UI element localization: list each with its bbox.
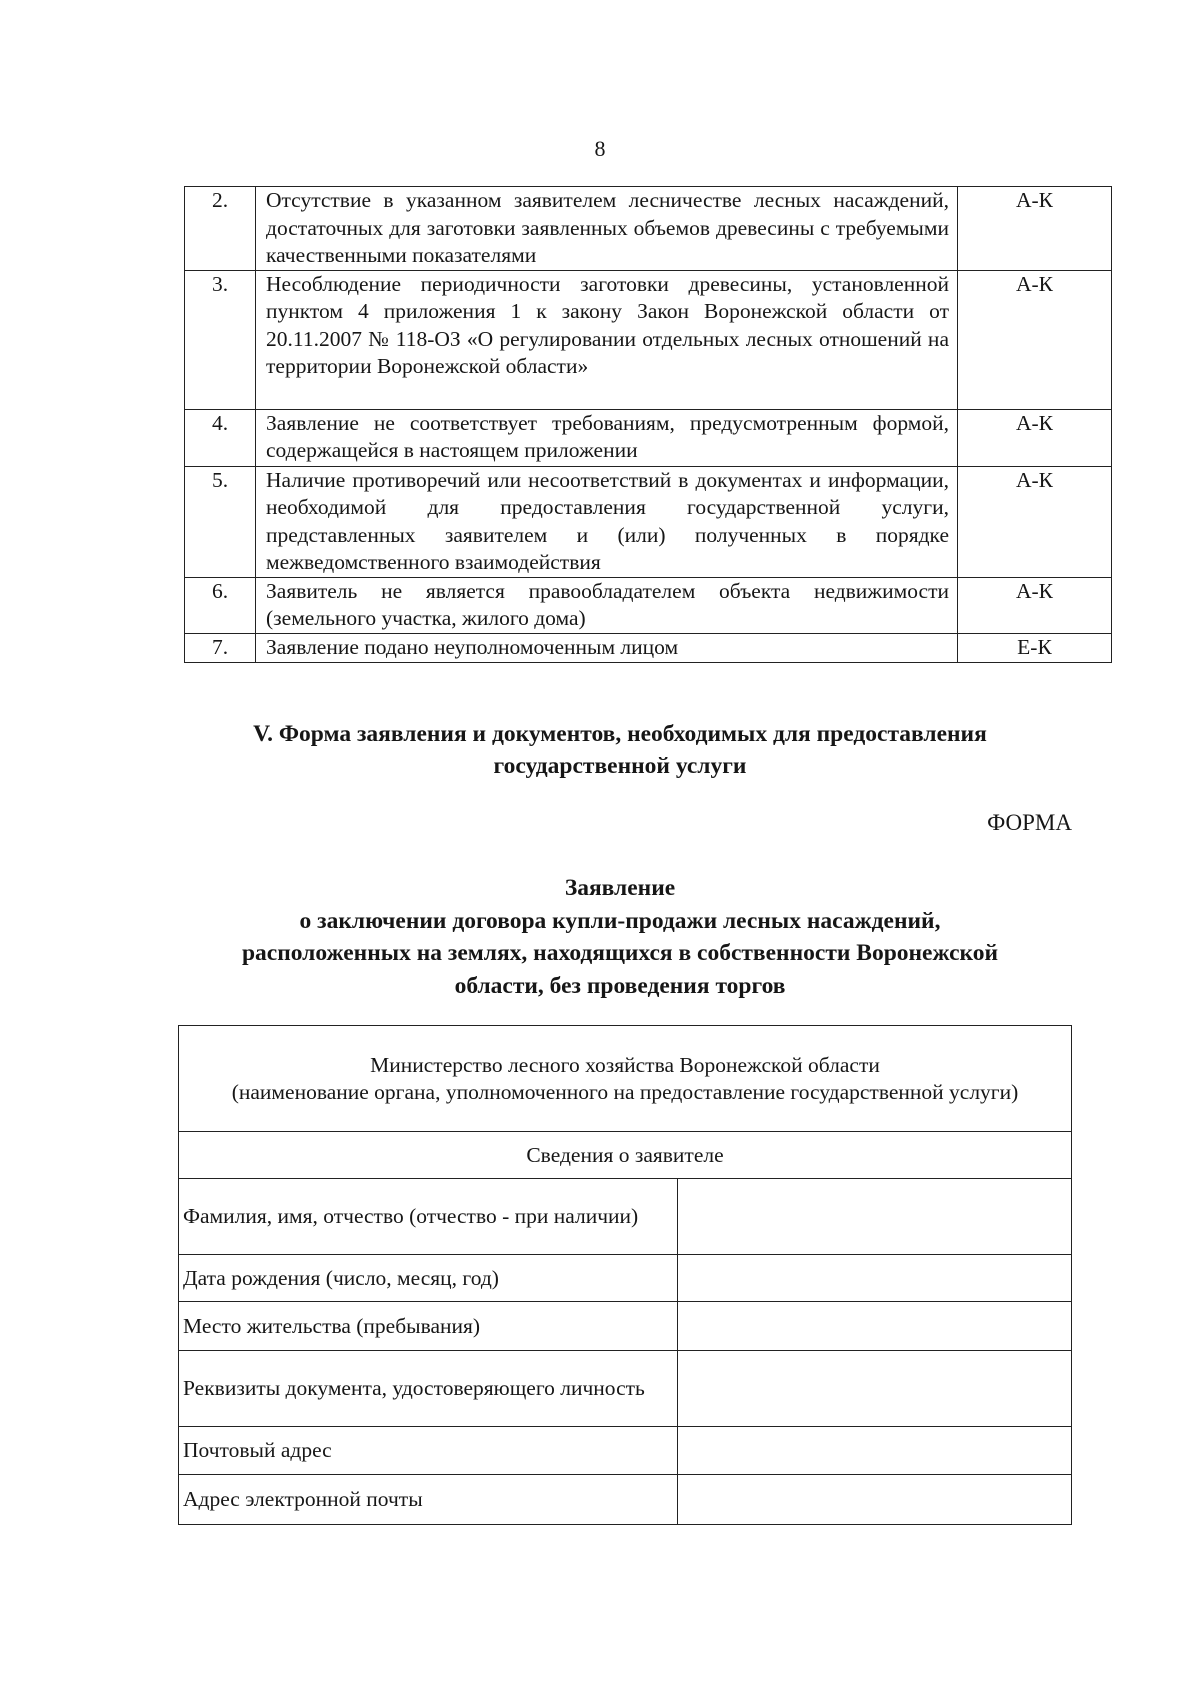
form-row [179,1255,1072,1302]
row-number: 7. [185,633,256,662]
table-row [185,270,1112,409]
section-title-line: V. Форма заявления и документов, необходимых для предоставления [253,721,987,747]
table-row [185,409,1112,466]
row-number: 4. [185,409,256,466]
section-title-line: государственной услуги [493,753,747,779]
section-header: Сведения о заявителе [179,1132,1072,1179]
birth-date-field[interactable] [678,1255,1072,1302]
row-text: Заявитель не является правообладателем объекта недвижимости (земельного участка, жилого дома) [256,577,958,633]
row-code: А-К [958,466,1112,577]
row-text: Заявление не соответствует требованиям, предусмотренным формой, содержащейся в настоящем приложении [256,409,958,466]
field-label: Реквизиты документа, удостоверяющего личность [179,1351,678,1427]
row-code: А-К [958,409,1112,466]
row-code: А-К [958,187,1112,271]
row-number: 6. [185,577,256,633]
section-title [150,718,1090,782]
row-text: Отсутствие в указанном заявителем лесничестве лесных насаждений, достаточных для заготовки заявленных объемов древесины с требуемыми качественными показателями [256,187,958,271]
form-label: ФОРМА [987,810,1072,835]
row-number: 5. [185,466,256,577]
row-number: 2. [185,187,256,271]
authority-name: Министерство лесного хозяйства Воронежской области [370,1052,880,1077]
application-title-line: области, без проведения торгов [454,972,786,999]
row-text: Несоблюдение периодичности заготовки древесины, установленной пунктом 4 приложения 1 к закону Закон Воронежской области от 20.11.2007 № 118-ОЗ «О регулировании отдельных лесных отношений на территории Воронежской области» [256,270,958,409]
form-row [179,1302,1072,1351]
row-code: А-К [958,577,1112,633]
row-text: Заявление подано неуполномоченным лицом [256,633,958,662]
residence-field[interactable] [678,1302,1072,1351]
email-field[interactable] [678,1475,1072,1525]
row-code: А-К [958,270,1112,409]
field-label: Место жительства (пребывания) [179,1302,678,1351]
section-header-row [179,1132,1072,1179]
table-row [185,187,1112,271]
field-label: Дата рождения (число, месяц, год) [179,1255,678,1302]
field-label: Почтовый адрес [179,1427,678,1475]
authority-cell [179,1026,1072,1132]
row-text: Наличие противоречий или несоответствий в документах и информации, необходимой для предоставления государственной услуги, представленных заявителем и (или) полученных в порядке межведомственного взаимодействия [256,466,958,577]
id-document-field[interactable] [678,1351,1072,1427]
application-title-line: Заявление [564,875,676,901]
table-row [185,633,1112,662]
authority-row [179,1026,1072,1132]
form-row [179,1427,1072,1475]
table-row [185,466,1112,577]
applicant-form-table [178,1025,1072,1525]
row-code: Е-К [958,633,1112,662]
application-title-line: расположенных на землях, находящихся в собственности Воронежской [241,940,999,966]
page-number: 8 [594,136,606,161]
field-label: Адрес электронной почты [179,1475,678,1525]
form-row [179,1179,1072,1255]
form-row [179,1475,1072,1525]
table-row [185,577,1112,633]
row-number: 3. [185,270,256,409]
full-name-field[interactable] [678,1179,1072,1255]
postal-address-field[interactable] [678,1427,1072,1475]
application-title [150,872,1090,1002]
form-row [179,1351,1072,1427]
refusal-reasons-table [184,186,1112,663]
field-label: Фамилия, имя, отчество (отчество - при наличии) [179,1179,678,1255]
authority-caption: (наименование органа, уполномоченного на предоставление государственной услуги) [231,1079,1019,1104]
application-title-line: о заключении договора купли-продажи лесных насаждений, [299,907,941,934]
